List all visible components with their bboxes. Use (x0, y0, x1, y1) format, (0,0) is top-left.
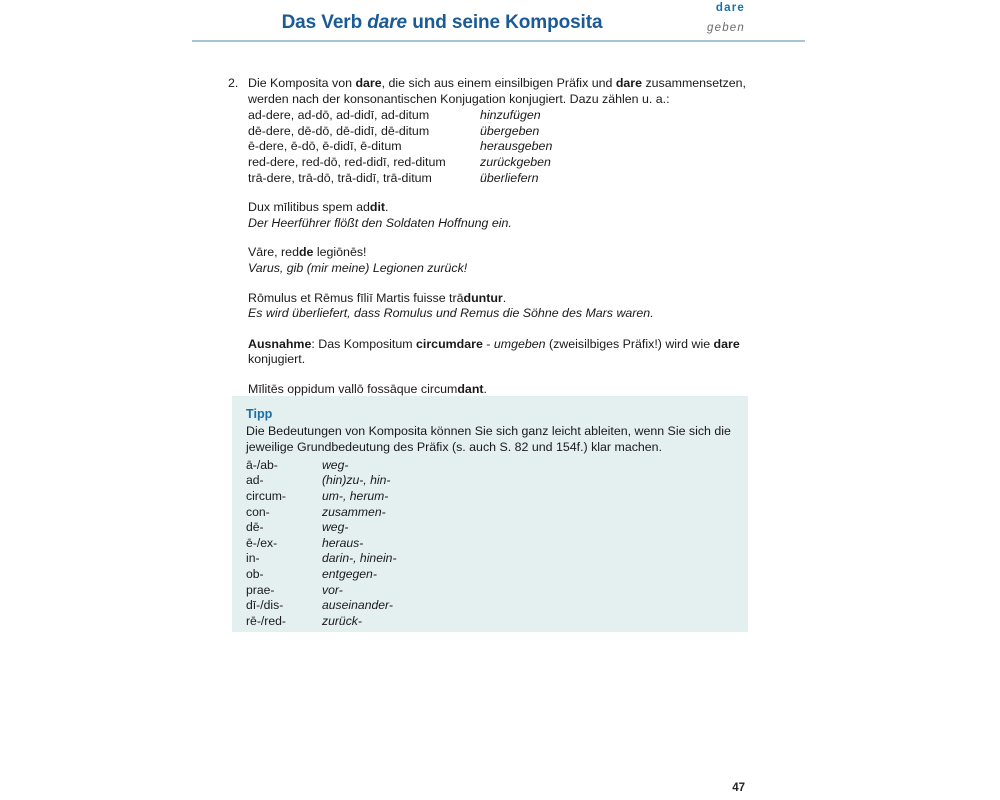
header-lemma: dare (715, 2, 745, 14)
table-row (246, 551, 397, 567)
table-row (246, 473, 397, 489)
table-row (248, 108, 552, 124)
intro-bold-dare-2: dare (615, 76, 643, 90)
prefix-meaning: weg- (322, 457, 349, 472)
example-latin-post: . (502, 290, 507, 305)
example-latin (248, 245, 788, 261)
intro-text-2: , die sich aus einem einsilbigen Präfix und (381, 76, 616, 90)
example-block-1 (228, 200, 788, 231)
intro-paragraph (248, 76, 788, 107)
prefix-key: ā-/ab- (246, 457, 278, 472)
exception-text-1: : Das Kompositum (311, 336, 417, 351)
prefix-meaning: vor- (322, 582, 343, 597)
conjugation-list (248, 108, 552, 186)
conjugation-list-body (248, 108, 552, 186)
exception-block (228, 337, 788, 368)
prefix-key: rē-/red- (246, 613, 286, 628)
example-german: Varus, gib (mir meine) Legionen zurück! (248, 260, 468, 275)
example-latin-post: . (385, 200, 389, 215)
exception-italic-umgeben: umgeben (493, 336, 546, 351)
example-latin-bold: duntur (463, 290, 503, 305)
prefix-meaning: auseinander- (322, 598, 393, 613)
exception-label: Ausnahme (248, 336, 312, 351)
example-latin-pre: Dux mīlitibus spem ad (248, 200, 370, 215)
page-title-lemma: dare (367, 12, 408, 33)
numbered-item-2 (228, 76, 788, 186)
example-latin-pre: Rōmulus et Rēmus fīliī Martis fuisse trā (248, 290, 464, 305)
table-row (248, 124, 552, 140)
example-latin (248, 291, 788, 307)
exception-text-4: konjugiert. (248, 352, 306, 367)
intro-text-3: zusammensetzen, werden nach der konsonantischen Konjugation konjugiert. Dazu zählen u. a.: (248, 76, 747, 106)
conjugation-gloss: herausgeben (480, 139, 553, 154)
exception-bold-circumdare: circumdare (416, 336, 483, 351)
conjugation-forms: ē-dere, ē-dō, ē-didī, ē-ditum (248, 139, 402, 154)
prefix-meaning: (hin)zu-, hin- (322, 473, 391, 488)
table-row (246, 536, 397, 552)
prefix-meaning: um-, herum- (322, 489, 389, 503)
example-german: Der Heerführer flößt den Soldaten Hoffnung ein. (248, 215, 512, 230)
table-row (246, 505, 397, 521)
conjugation-forms: trā-dere, trā-dō, trā-didī, trā-ditum (248, 170, 432, 185)
example-latin-bold: de (298, 245, 314, 260)
conjugation-gloss: hinzufügen (480, 108, 541, 123)
conjugation-forms: dē-dere, dē-dō, dē-didī, dē-ditum (248, 123, 430, 138)
prefix-key: con- (246, 504, 270, 519)
example-latin-post: legiōnēs! (313, 245, 367, 260)
conjugation-forms: red-dere, red-dō, red-didī, red-ditum (248, 154, 446, 169)
header-gloss: geben (707, 22, 745, 34)
table-row (246, 567, 397, 583)
table-row (248, 155, 552, 171)
intro-text-1: Die Komposita von (248, 76, 356, 90)
exception-text-3: (zweisilbiges Präfix!) wird wie (545, 336, 714, 351)
prefix-meaning: entgegen- (322, 566, 377, 581)
prefix-key: dē- (246, 520, 264, 535)
tipp-title: Tipp (246, 407, 273, 421)
page-title (192, 12, 692, 34)
prefix-key: dī-/dis- (246, 598, 284, 613)
page-title-pre: Das Verb (281, 12, 368, 33)
prefix-key: ad- (246, 473, 264, 488)
prefix-meaning-table (246, 458, 397, 630)
conjugation-forms: ad-dere, ad-dō, ad-didī, ad-ditum (248, 108, 430, 123)
prefix-meaning-table-body (246, 458, 397, 630)
table-row (246, 458, 397, 474)
prefix-key: ob- (246, 566, 264, 581)
tipp-box (232, 396, 748, 632)
tipp-intro-text: Die Bedeutungen von Komposita können Sie sich ganz leicht ableiten, wenn Sie sich die jeweilige Grundbedeutung des Präfix (s. auch S. 82 und 154f.) klar machen. (246, 424, 731, 455)
exception-text-2: - (482, 336, 494, 351)
exception-bold-dare: dare (713, 336, 740, 351)
example-latin-pre: Mīlitēs oppidum vallō fossāque circum (248, 381, 458, 396)
list-number: 2. (228, 76, 239, 90)
example-latin (248, 200, 788, 216)
prefix-meaning: weg- (322, 520, 349, 535)
table-row (246, 520, 397, 536)
example-german: Es wird überliefert, dass Romulus und Remus die Söhne des Mars waren. (248, 306, 654, 321)
prefix-meaning: zurück- (322, 613, 362, 628)
table-row (246, 489, 397, 505)
header-divider (192, 40, 805, 42)
table-row (246, 598, 397, 614)
example-block-2 (228, 245, 788, 276)
prefix-key: in- (246, 551, 260, 566)
table-row (246, 614, 397, 630)
example-latin-pre: Vāre, red (248, 245, 299, 260)
example-latin-bold: dant (457, 381, 484, 396)
page-title-post: und seine Komposita (407, 12, 603, 33)
prefix-key: ē-/ex- (246, 535, 278, 550)
page-number: 47 (732, 782, 745, 794)
conjugation-gloss: überliefern (480, 170, 539, 185)
conjugation-gloss: übergeben (480, 123, 540, 138)
example-latin-post: . (483, 381, 487, 396)
prefix-meaning: zusammen- (322, 504, 386, 519)
table-row (248, 139, 552, 155)
table-row (248, 171, 552, 187)
main-content (228, 76, 788, 413)
exception-paragraph (248, 337, 788, 368)
prefix-key: circum- (246, 489, 286, 503)
prefix-meaning: heraus- (322, 535, 364, 550)
prefix-key: prae- (246, 582, 275, 597)
example-block-3 (228, 291, 788, 322)
prefix-meaning: darin-, hinein- (322, 551, 397, 566)
example-latin-bold: dit (369, 200, 386, 215)
table-row (246, 583, 397, 599)
intro-bold-dare-1: dare (355, 76, 382, 90)
conjugation-gloss: zurückgeben (480, 154, 551, 169)
